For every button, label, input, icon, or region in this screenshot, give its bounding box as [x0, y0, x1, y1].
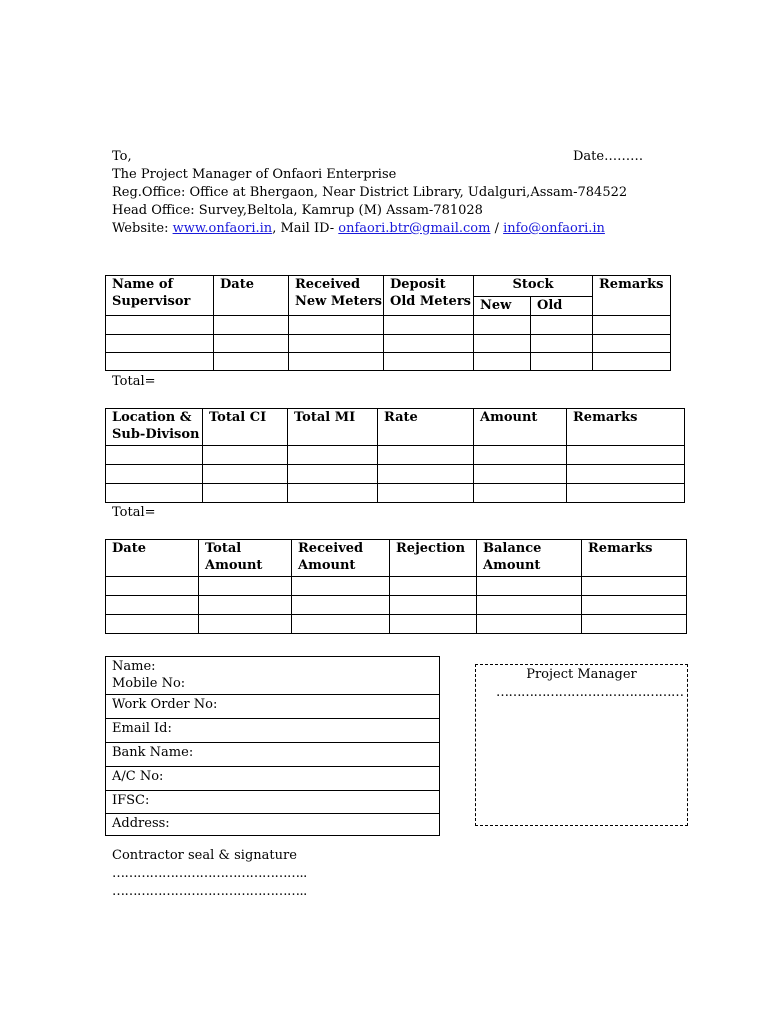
location-rate-table [105, 408, 685, 503]
table-row [106, 484, 685, 503]
ifsc-label: IFSC: [106, 791, 440, 814]
table-row [106, 577, 687, 596]
email-separator: / [490, 221, 504, 236]
bank-name-label: Bank Name: [106, 743, 440, 767]
website-line [112, 220, 605, 238]
col-remarks: Remarks [567, 409, 685, 446]
address-label: Address: [106, 814, 440, 836]
website-label: Website: [112, 221, 173, 236]
col-stock: Stock [474, 276, 593, 297]
mail-label: , Mail ID- [272, 221, 339, 236]
recipient-line: The Project Manager of Onfaori Enterprise [112, 167, 397, 182]
payment-table [105, 539, 687, 634]
email-link-info[interactable]: info@onfaori.in [503, 221, 605, 236]
col-rejection: Rejection [390, 540, 477, 577]
table-row [106, 596, 687, 615]
work-order-label: Work Order No: [106, 695, 440, 719]
head-office-line: Head Office: Survey,Beltola, Kamrup (M) Assam-781028 [112, 203, 483, 218]
project-manager-box [475, 664, 688, 826]
meter-stock-table [105, 275, 671, 371]
table1-total: Total= [112, 374, 156, 389]
email-link-primary[interactable]: onfaori.btr@gmail.com [338, 221, 491, 236]
table-row [106, 446, 685, 465]
contractor-seal-label: Contractor seal & signature [112, 848, 297, 863]
mobile-label: Mobile No: [112, 676, 186, 691]
project-manager-title: Project Manager [526, 667, 637, 682]
table-row [106, 353, 671, 371]
col-total-amount: Total Amount [199, 540, 292, 577]
contractor-signature-line-2: ……………………………………….. [112, 884, 307, 899]
col-date: Date [214, 276, 289, 316]
col-stock-new: New [474, 297, 531, 316]
to-label: To, [112, 149, 132, 164]
col-total-ci: Total CI [203, 409, 288, 446]
ac-no-label: A/C No: [106, 767, 440, 791]
table-row [106, 316, 671, 335]
contractor-info-table [105, 656, 440, 836]
project-manager-signature-line: ……………………………………… [496, 685, 684, 700]
col-deposit-old-meters: Deposit Old Meters [384, 276, 474, 316]
info-row-name-mobile [106, 657, 440, 695]
table-row [106, 615, 687, 634]
contractor-signature-line-1: ……………………………………….. [112, 866, 307, 881]
email-id-label: Email Id: [106, 719, 440, 743]
table2-total: Total= [112, 505, 156, 520]
table-row [106, 465, 685, 484]
col-date: Date [106, 540, 199, 577]
name-label: Name: [112, 659, 156, 674]
website-link[interactable]: www.onfaori.in [172, 221, 273, 236]
col-total-mi: Total MI [288, 409, 378, 446]
col-stock-old: Old [531, 297, 593, 316]
col-balance-amount: Balance Amount [477, 540, 582, 577]
col-remarks: Remarks [582, 540, 687, 577]
col-received-new-meters: Received New Meters [289, 276, 384, 316]
reg-office-line: Reg.Office: Office at Bhergaon, Near District Library, Udalguri,Assam-784522 [112, 185, 628, 200]
col-rate: Rate [378, 409, 474, 446]
col-amount: Amount [474, 409, 567, 446]
col-remarks: Remarks [593, 276, 671, 316]
col-received-amount: Received Amount [292, 540, 390, 577]
col-name-of-supervisor: Name of Supervisor [106, 276, 214, 316]
col-location-sub-division: Location & Sub-Divison [106, 409, 203, 446]
table-row [106, 335, 671, 353]
date-label: Date……… [573, 149, 644, 164]
